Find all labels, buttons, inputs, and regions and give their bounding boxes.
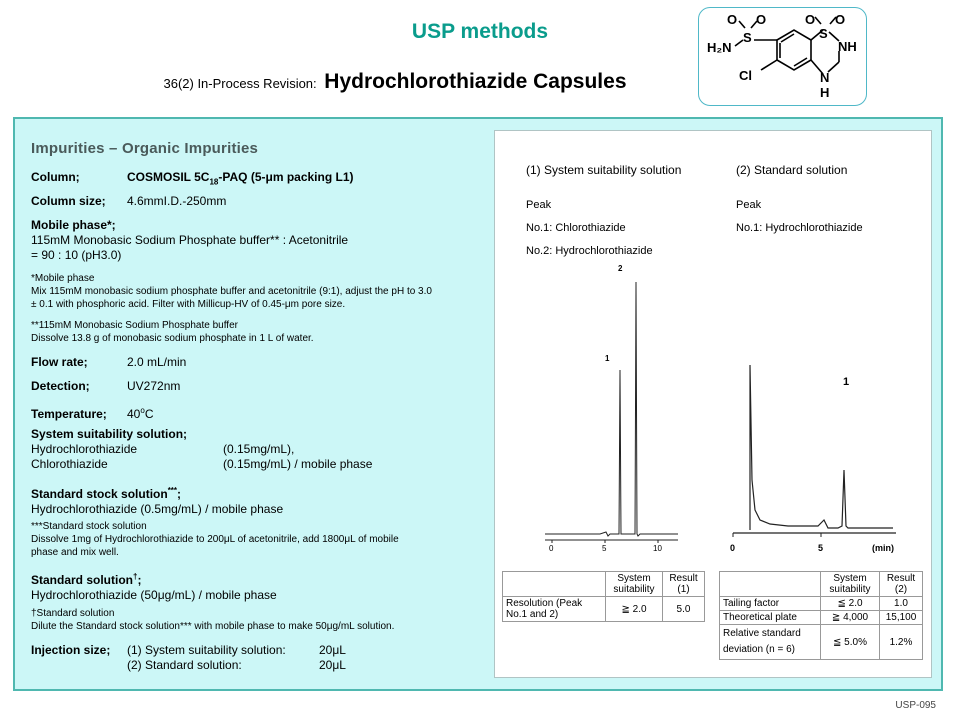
temperature-unit: o — [140, 406, 145, 415]
chromatogram-1 — [540, 260, 680, 560]
chemical-structure — [698, 7, 867, 106]
chrom1-peak-tag2: 2 — [618, 264, 623, 273]
flow-rate-label: Flow rate; — [31, 355, 88, 369]
chrom1-heading: (1) System suitability solution — [526, 163, 682, 177]
column-value-post: -PAQ (5-μm packing L1) — [218, 170, 354, 184]
chrom1-peak1: No.1: Chlorothiazide — [526, 222, 626, 234]
table-cell: Relative standard deviation (n = 6) — [720, 625, 821, 660]
table-cell: ≧ 2.0 — [606, 597, 663, 622]
table-cell: Tailing factor — [720, 597, 821, 611]
column-size-value: 4.6mmI.D.-250mm — [127, 194, 227, 208]
std-sup: † — [133, 572, 138, 581]
chrom1-peak-tag1: 1 — [605, 354, 610, 363]
column-label: Column; — [31, 170, 80, 184]
buffer-note-title: **115mM Monobasic Sodium Phosphate buffer — [31, 320, 238, 331]
table-header: Result (1) — [663, 572, 705, 597]
stock-sup: *** — [167, 486, 178, 495]
chrom1-peak-label: Peak — [526, 199, 552, 211]
chrom2-heading: (2) Standard solution — [736, 163, 848, 177]
std-value: Hydrochlorothiazide (50μg/mL) / mobile phase — [31, 588, 277, 602]
std-note — [31, 607, 481, 633]
std-label-end: ; — [137, 573, 142, 587]
mobile-note-line1: Mix 115mM monobasic sodium phosphate buffer and acetonitrile (9:1), adjust the pH to 3.0 — [31, 286, 432, 297]
temperature-c: C — [144, 407, 154, 421]
column-size-label: Column size; — [31, 194, 106, 208]
subtitle-main: Hydrochlorothiazide Capsules — [324, 70, 627, 93]
std-note-title: †Standard solution — [31, 608, 115, 619]
std-block — [31, 569, 277, 603]
table-cell: Resolution (Peak No.1 and 2) — [503, 597, 606, 622]
table-row — [720, 572, 923, 597]
stock-block — [31, 483, 283, 517]
injection-line2-value: 20μL — [319, 658, 346, 672]
atom-s1: S — [743, 30, 752, 45]
column-value-sub: 18 — [209, 177, 219, 187]
chromatogram-2 — [728, 360, 898, 540]
stock-label: Standard stock solution — [31, 487, 168, 501]
stock-value: Hydrochlorothiazide (0.5mg/mL) / mobile phase — [31, 502, 284, 516]
mobile-phase-line2: = 90 : 10 (pH3.0) — [31, 248, 122, 262]
injection-line1-value: 20μL — [319, 643, 346, 657]
buffer-note-line1: Dissolve 13.8 g of monobasic sodium phosphate in 1 L of water. — [31, 333, 314, 344]
table-cell: 1.0 — [880, 597, 923, 611]
column-value-pre: COSMOSIL 5C — [127, 170, 210, 184]
temperature-row — [31, 403, 153, 422]
chrom2-results-table — [719, 571, 923, 660]
flow-rate-value: 2.0 mL/min — [127, 355, 187, 369]
mobile-phase-line1: 115mM Monobasic Sodium Phosphate buffer** : Acetonitrile — [31, 233, 349, 247]
std-note-line1: Dilute the Standard stock solution*** with mobile phase to make 50μg/mL solution. — [31, 621, 395, 632]
chrom1-results-table — [502, 571, 705, 622]
mobile-note-title: *Mobile phase — [31, 273, 95, 284]
std-label: Standard solution — [31, 573, 133, 587]
table-cell: ≦ 2.0 — [821, 597, 880, 611]
buffer-note — [31, 319, 481, 345]
sss-line2-conc: (0.15mg/mL) / mobile phase — [223, 457, 373, 471]
atom-nh: NH — [838, 39, 857, 54]
sss-line2-name: Chlorothiazide — [31, 457, 108, 471]
chrom1-trace — [545, 282, 678, 536]
table-cell: 15,100 — [880, 611, 923, 625]
chrom2-unit: (min) — [872, 543, 894, 553]
slide-id: USP-095 — [895, 700, 936, 711]
stock-note-line2: phase and mix well. — [31, 547, 119, 558]
chrom2-tick0-label: 0 — [730, 543, 736, 553]
atom-o2: O — [756, 12, 767, 27]
stock-note-line1: Dissolve 1mg of Hydrochlorothiazide to 200μL of acetonitrile, add 1800μL of mobile — [31, 534, 399, 545]
atom-h: H — [820, 85, 830, 100]
atom-s2: S — [819, 26, 828, 41]
table-cell: Theoretical plate — [720, 611, 821, 625]
chrom2-tick5-label: 5 — [818, 543, 824, 553]
atom-o1: O — [727, 12, 738, 27]
table-row — [720, 611, 923, 625]
injection-line1-name: (1) System suitability solution: — [127, 643, 286, 657]
mobile-phase-label: Mobile phase*; — [31, 218, 116, 232]
detection-value: UV272nm — [127, 379, 181, 393]
atom-o3: O — [805, 12, 816, 27]
page-title: USP methods — [411, 20, 549, 43]
table-row — [720, 597, 923, 611]
sss-line1-name: Hydrochlorothiazide — [31, 442, 138, 456]
mobile-phase-block — [31, 218, 348, 263]
atom-cl: Cl — [739, 68, 752, 83]
table-cell: 5.0 — [663, 597, 705, 622]
mobile-note-line2: ± 0.1 with phosphoric acid. Filter with Millicup-HV of 0.45-μm pore size. — [31, 299, 346, 310]
atom-n: N — [820, 70, 830, 85]
chrom2-peak-tag1: 1 — [843, 376, 850, 388]
detection-row — [31, 379, 180, 394]
chrom1-tick0-label: 0 — [549, 544, 554, 553]
sss-label: System suitability solution; — [31, 427, 188, 441]
column-row — [31, 170, 354, 189]
temperature-value: 40 — [127, 407, 141, 421]
injection-block — [31, 643, 346, 673]
chrom2-peak-label: Peak — [736, 199, 762, 211]
atom-h2n: H₂N — [707, 40, 732, 55]
mobile-phase-note — [31, 272, 481, 311]
table-row — [503, 572, 705, 597]
chrom1-tick5-label: 5 — [602, 544, 607, 553]
sss-line1-conc: (0.15mg/mL), — [223, 442, 295, 456]
stock-label-end: ; — [177, 487, 182, 501]
page-subtitle — [100, 70, 690, 94]
table-cell: ≦ 5.0% — [821, 625, 880, 660]
injection-label: Injection size; — [31, 643, 111, 657]
chrom1-tick10-label: 10 — [653, 544, 662, 553]
atom-o4: O — [835, 12, 846, 27]
subtitle-prefix: 36(2) In-Process Revision: — [163, 76, 317, 91]
table-row — [720, 625, 923, 660]
table-cell: 1.2% — [880, 625, 923, 660]
flow-rate-row — [31, 355, 186, 370]
stock-note — [31, 520, 481, 559]
detection-label: Detection; — [31, 379, 90, 393]
chrom2-peak1: No.1: Hydrochlorothiazide — [736, 222, 863, 234]
stock-note-title: ***Standard stock solution — [31, 521, 147, 532]
table-header: System suitability — [821, 572, 880, 597]
chrom2-trace — [750, 365, 893, 530]
section-title: Impurities – Organic Impurities — [31, 140, 259, 157]
column-size-row — [31, 194, 226, 209]
table-header: Result (2) — [880, 572, 923, 597]
table-header: System suitability — [606, 572, 663, 597]
temperature-label: Temperature; — [31, 407, 107, 421]
table-cell: ≧ 4,000 — [821, 611, 880, 625]
sss-block — [31, 427, 481, 472]
table-row — [503, 597, 705, 622]
chrom1-peak2: No.2: Hydrochlorothiazide — [526, 245, 653, 257]
injection-line2-name: (2) Standard solution: — [127, 658, 242, 672]
